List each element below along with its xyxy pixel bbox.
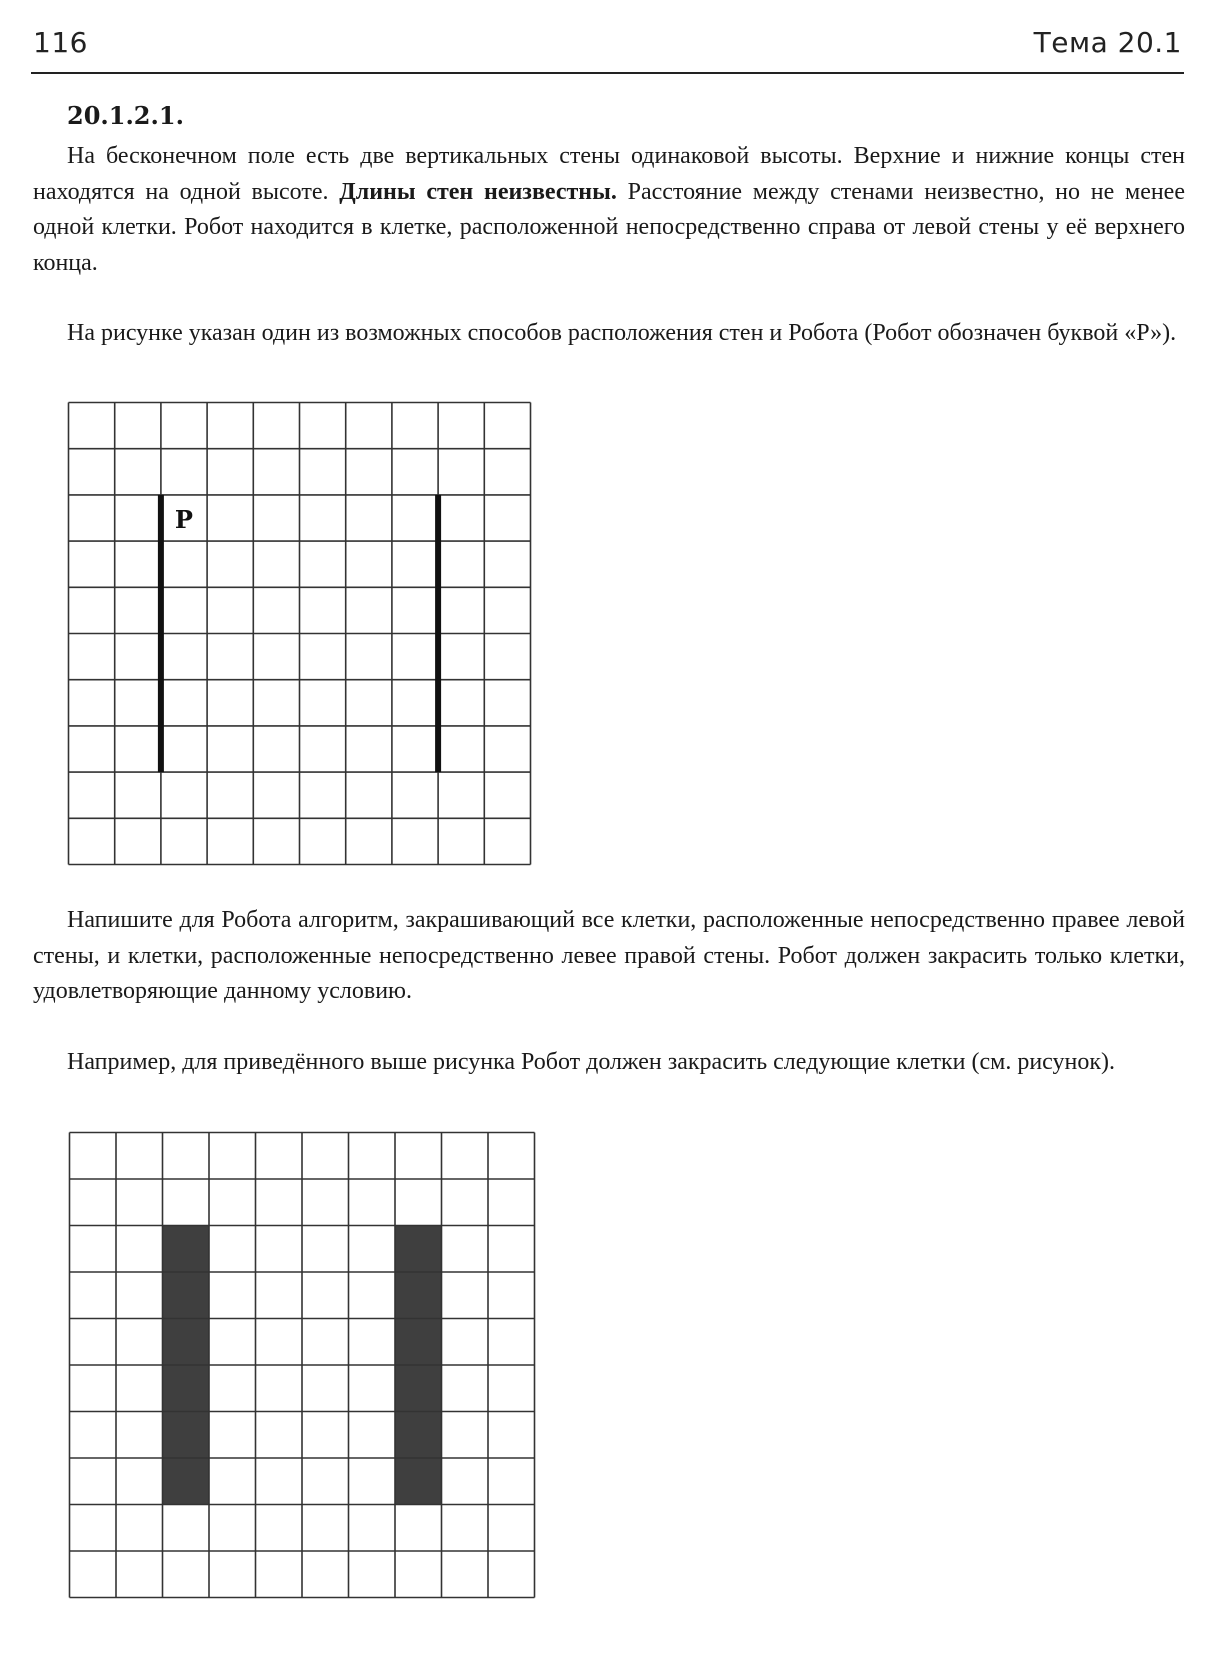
figure-caption-text: На рисунке указан один из возможных способов расположения стен и Робота (Робот обозначен буквой «Р»). [67,320,1177,346]
painted-cell-right [395,1319,442,1366]
painted-cell-left [163,1412,210,1459]
painted-cell-right [395,1272,442,1319]
walls-grid [67,401,534,867]
task-requirement [33,903,1185,1010]
task-description [33,139,1185,281]
task-text-part2: Расстояние между стенами неизвестно, но не менее одной клетки. Робот находится в клетке, расположенной непосредственно справа от левой стены у её верхнего конца. [33,178,1185,276]
task-number: 20.1.2.1. [67,101,184,130]
painted-cell-left [163,1226,210,1273]
painted-cell-left [163,1365,210,1412]
task-text-part1: На бесконечном поле есть две вертикальных стены одинаковой высоты. Верхние и нижние концы стен находятся на одной высоте. [33,143,1185,205]
painted-cells-diagram [68,1131,537,1602]
task-text-bold: Длины стен неизвестны. [339,178,617,205]
painted-cell-right [395,1412,442,1459]
painted-cell-left [163,1458,210,1505]
task-requirement-text: Напишите для Робота алгоритм, закрашивающий все клетки, расположенные непосредственно правее левой стены, и клетки, расположенные непосредственно левее правой стены. Робот должен закрасить только клетки, удовлетворяющие данному условию. [33,907,1185,1004]
painted-cell-left [163,1272,210,1319]
page-header [31,22,1184,74]
figure-caption [33,316,1185,352]
painted-grid [68,1131,537,1602]
robot-marker: Р [174,504,193,534]
painted-cell-right [395,1226,442,1273]
page-number: 116 [33,26,88,59]
painted-cell-left [163,1319,210,1366]
painted-cell-right [395,1365,442,1412]
walls-diagram [67,401,534,867]
topic-title: Тема 20.1 [1033,26,1182,59]
example-caption [33,1045,1185,1081]
example-caption-text: Например, для приведённого выше рисунка Робот должен закрасить следующие клетки (см. рисунок). [67,1049,1116,1075]
painted-cell-right [395,1458,442,1505]
